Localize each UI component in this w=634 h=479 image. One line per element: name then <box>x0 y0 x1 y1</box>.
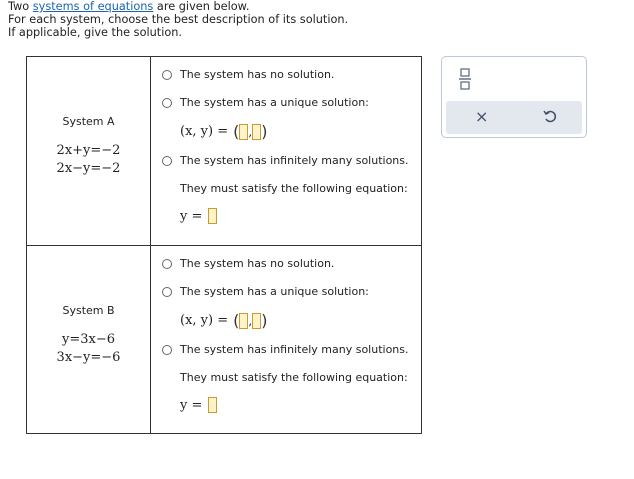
system-b-must-satisfy: They must satisfy the following equation: <box>180 371 408 384</box>
system-a-x-input[interactable] <box>239 124 248 140</box>
radio-icon[interactable] <box>162 156 172 166</box>
fraction-icon[interactable] <box>459 68 471 90</box>
x-icon[interactable]: × <box>475 107 489 126</box>
system-b-equation-answer: y = <box>180 397 217 413</box>
system-b-equations-cell <box>27 246 151 433</box>
system-b-equation-input[interactable] <box>208 397 217 413</box>
system-a-must-satisfy: They must satisfy the following equation: <box>180 182 408 195</box>
system-b-option-infinite[interactable]: The system has infinitely many solutions. <box>162 343 409 356</box>
system-b-equation-2: 3x−y=−6 <box>56 350 121 365</box>
systems-of-equations-link[interactable]: systems of equations <box>32 0 154 13</box>
system-b-y-input[interactable] <box>252 313 261 329</box>
system-b-answer-cell <box>151 246 421 433</box>
system-a-row <box>27 57 421 246</box>
system-a-equation-1: 2x+y=−2 <box>56 143 121 158</box>
system-b-option-no-solution[interactable]: The system has no solution. <box>162 257 334 270</box>
radio-icon[interactable] <box>162 70 172 80</box>
system-a-option-no-solution[interactable]: The system has no solution. <box>162 68 334 81</box>
system-b-label: System B <box>62 304 115 317</box>
intro-line-1: Two systems of equations are given below. <box>8 0 250 13</box>
system-b-x-input[interactable] <box>239 313 248 329</box>
intro-line-2: For each system, choose the best description of its solution. <box>8 13 349 26</box>
radio-icon[interactable] <box>162 345 172 355</box>
system-b-row <box>27 246 421 433</box>
system-a-label: System A <box>62 115 115 128</box>
system-b-xy-answer: (x, y) = ( , ) <box>180 311 268 330</box>
system-a-equation-2: 2x−y=−2 <box>56 161 121 176</box>
system-a-y-input[interactable] <box>252 124 261 140</box>
system-b-equation-1: y=3x−6 <box>61 332 115 347</box>
system-a-equations-cell <box>27 57 151 245</box>
system-a-equation-input[interactable] <box>208 208 217 224</box>
math-toolbox <box>441 56 587 138</box>
toolbox-action-bar <box>446 101 582 134</box>
instructions <box>8 0 348 39</box>
radio-icon[interactable] <box>162 98 172 108</box>
radio-icon[interactable] <box>162 287 172 297</box>
system-b-option-unique[interactable]: The system has a unique solution: <box>162 285 369 298</box>
system-a-xy-answer: (x, y) = ( , ) <box>180 122 268 141</box>
intro-line-3: If applicable, give the solution. <box>8 26 183 39</box>
system-a-answer-cell <box>151 57 421 245</box>
radio-icon[interactable] <box>162 259 172 269</box>
undo-icon[interactable] <box>542 108 558 124</box>
system-a-equation-answer: y = <box>180 208 217 224</box>
system-a-option-unique[interactable]: The system has a unique solution: <box>162 96 369 109</box>
systems-table <box>26 56 422 434</box>
system-a-option-infinite[interactable]: The system has infinitely many solutions. <box>162 154 409 167</box>
